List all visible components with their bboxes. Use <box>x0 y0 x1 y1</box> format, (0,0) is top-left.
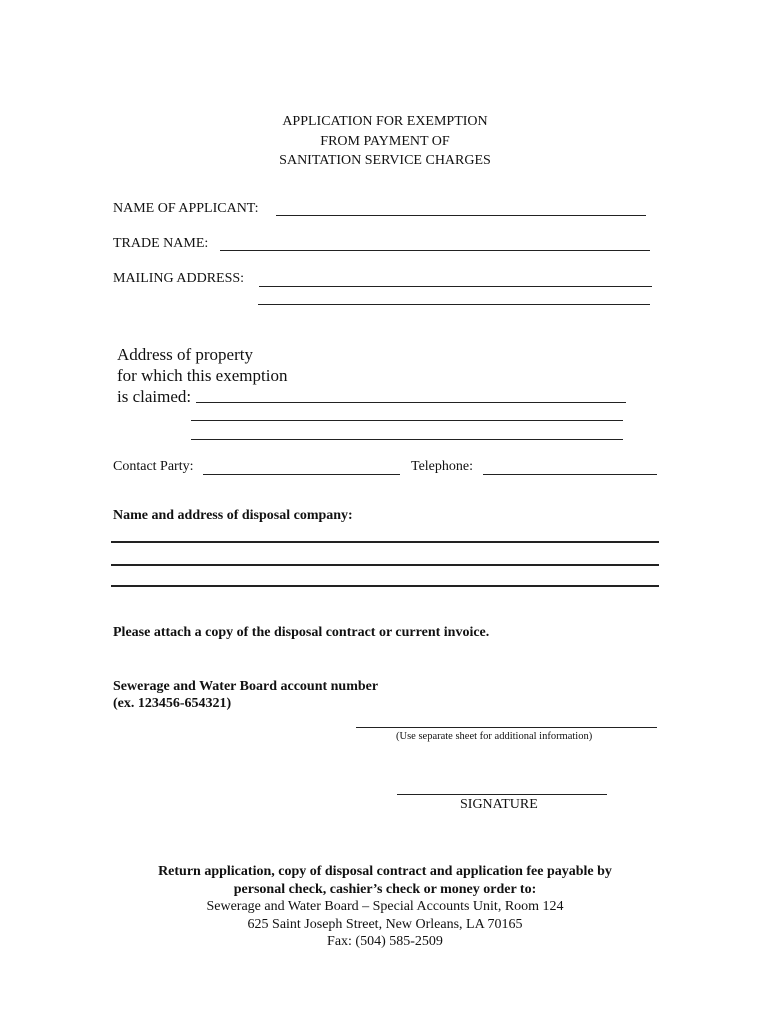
property-label-line-1: Address of property <box>117 345 253 364</box>
trade-name-field[interactable] <box>220 250 650 251</box>
disposal-company-field-2[interactable] <box>111 564 659 566</box>
telephone-label: Telephone: <box>411 459 473 474</box>
mailing-address-field-1[interactable] <box>259 286 652 287</box>
footer-line-2: personal check, cashier’s check or money order to: <box>233 881 537 897</box>
name-of-applicant-label: NAME OF APPLICANT: <box>113 201 259 216</box>
account-number-field[interactable] <box>356 727 657 728</box>
account-label-line-1: Sewerage and Water Board account number <box>113 679 379 694</box>
account-number-label <box>113 678 378 712</box>
separate-sheet-note: (Use separate sheet for additional information) <box>396 731 593 742</box>
footer-line-1: Return application, copy of disposal contract and application fee payable by <box>158 864 612 879</box>
disposal-company-field-3[interactable] <box>111 585 659 587</box>
title-line-2: FROM PAYMENT OF <box>320 133 450 149</box>
property-label-line-3: is claimed: <box>117 387 192 406</box>
title-line-3: SANITATION SERVICE CHARGES <box>279 153 491 168</box>
footer-line-5: Fax: (504) 585-2509 <box>327 934 443 949</box>
property-address-field-3[interactable] <box>191 439 623 440</box>
attach-instruction: Please attach a copy of the disposal contract or current invoice. <box>113 625 490 640</box>
return-instructions <box>0 863 770 951</box>
title-line-1: APPLICATION FOR EXEMPTION <box>282 114 488 129</box>
mailing-address-label: MAILING ADDRESS: <box>113 271 245 286</box>
account-label-line-2: (ex. 123456-654321) <box>113 696 232 711</box>
contact-party-label: Contact Party: <box>113 459 194 474</box>
footer-line-3: Sewerage and Water Board – Special Accounts Unit, Room 124 <box>206 899 564 914</box>
signature-field[interactable] <box>397 794 607 795</box>
disposal-company-label: Name and address of disposal company: <box>113 508 353 523</box>
property-address-field-1[interactable] <box>196 402 626 403</box>
property-label-line-2: for which this exemption <box>117 366 288 385</box>
telephone-field[interactable] <box>483 474 657 475</box>
name-of-applicant-field[interactable] <box>276 215 646 216</box>
trade-name-label: TRADE NAME: <box>113 236 209 251</box>
signature-label: SIGNATURE <box>460 797 538 812</box>
mailing-address-field-2[interactable] <box>258 304 650 305</box>
form-title <box>0 112 770 171</box>
footer-line-4: 625 Saint Joseph Street, New Orleans, LA 70165 <box>247 916 523 932</box>
property-address-field-2[interactable] <box>191 420 623 421</box>
property-address-label <box>117 344 287 407</box>
disposal-company-field-1[interactable] <box>111 541 659 543</box>
contact-party-field[interactable] <box>203 474 400 475</box>
